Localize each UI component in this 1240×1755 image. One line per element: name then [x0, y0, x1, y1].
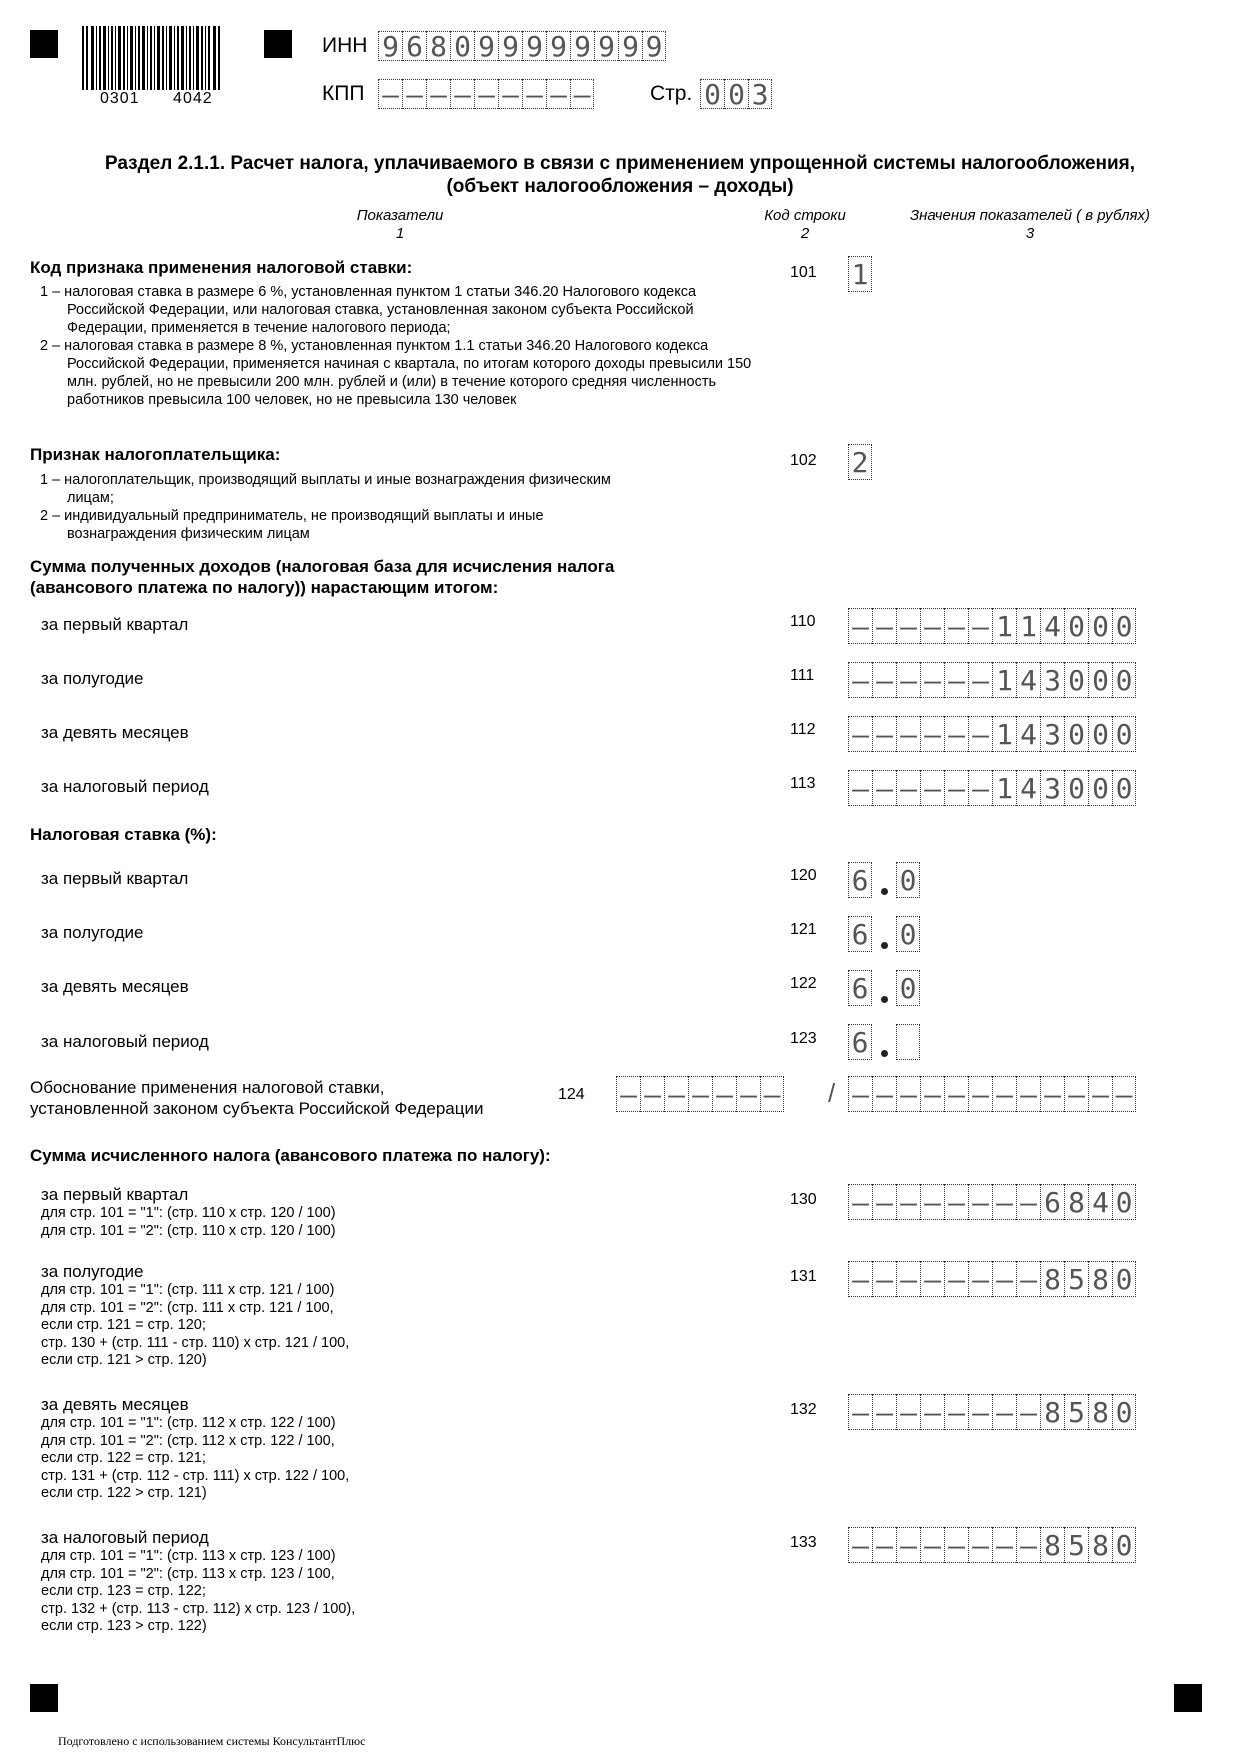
- char-cell: –: [944, 608, 968, 644]
- char-cell: 0: [1064, 716, 1088, 752]
- char-cell: –: [872, 1261, 896, 1297]
- barcode-image: [82, 26, 222, 90]
- char-cell: –: [872, 662, 896, 698]
- char-cell: –: [992, 1261, 1016, 1297]
- char-cell: 8: [1040, 1261, 1064, 1297]
- char-cell: 4: [1016, 662, 1040, 698]
- char-cell: –: [1016, 1261, 1040, 1297]
- tax-nine-months-field[interactable]: [848, 1394, 1136, 1430]
- formula-line: если стр. 121 = стр. 120;: [41, 1317, 206, 1333]
- formula-line: если стр. 122 = стр. 121;: [41, 1450, 206, 1466]
- char-cell: –: [896, 1261, 920, 1297]
- char-cell: 0: [700, 79, 724, 109]
- char-cell: –: [896, 1076, 920, 1112]
- formula-line: для стр. 101 = "2": (стр. 111 х стр. 121 / 100,: [41, 1299, 334, 1316]
- char-cell: 0: [1112, 770, 1136, 806]
- char-cell: –: [474, 79, 498, 109]
- taxpayer-sign-notes: 1 – налогоплательщик, производящий выплаты и иные вознаграждения физическим лицам; 2 – индивидуальный предприниматель, не производящий выплаты и иные вознаграждения физическим лицам: [40, 472, 611, 542]
- char-cell: –: [968, 1184, 992, 1220]
- char-cell: –: [760, 1076, 784, 1112]
- char-cell: 1: [992, 716, 1016, 752]
- char-cell: –: [1040, 1076, 1064, 1112]
- char-cell: –: [896, 770, 920, 806]
- char-cell: 1: [1016, 608, 1040, 644]
- char-cell: 6: [1040, 1184, 1064, 1220]
- char-cell: –: [872, 1076, 896, 1112]
- line-code-131: 131: [790, 1268, 817, 1285]
- char-cell: 5: [1064, 1527, 1088, 1563]
- char-cell: –: [968, 716, 992, 752]
- corner-marker-top-left: [30, 30, 58, 58]
- rate-half-year-field[interactable]: [848, 916, 920, 952]
- formula-line: если стр. 123 = стр. 122;: [41, 1583, 206, 1599]
- char-cell: –: [1016, 1184, 1040, 1220]
- char-cell: –: [498, 79, 522, 109]
- tax-q1-description: [41, 1185, 336, 1240]
- char-cell: –: [1088, 1076, 1112, 1112]
- char-cell: –: [896, 662, 920, 698]
- char-cell: 9: [546, 31, 570, 61]
- formula-line: стр. 130 + (стр. 111 - стр. 110) х стр. 121 / 100,: [41, 1334, 350, 1351]
- line-code-124: 124: [558, 1086, 585, 1103]
- char-cell: –: [920, 716, 944, 752]
- char-cell: –: [944, 662, 968, 698]
- char-cell: –: [944, 1527, 968, 1563]
- corner-marker-bottom-right: [1174, 1684, 1202, 1712]
- line-code-130: 130: [790, 1191, 817, 1208]
- char-cell: 2: [848, 444, 872, 480]
- rate-tax-period-field[interactable]: [848, 1024, 920, 1060]
- rate-justification-label: Обоснование применения налоговой ставки, установленной законом субъекта Российской Федерации: [30, 1078, 484, 1118]
- char-cell: 5: [1064, 1394, 1088, 1430]
- char-cell: –: [944, 716, 968, 752]
- income-title: Сумма полученных доходов (налоговая база для исчисления налога (авансового платежа по налогу)) нарастающим итогом:: [30, 557, 615, 597]
- income-nine-months-label: за девять месяцев: [41, 723, 189, 742]
- rate-justification-left-field[interactable]: [616, 1076, 784, 1112]
- tax-rate-title: Налоговая ставка (%):: [30, 825, 217, 844]
- rate-fraction-cell: 0: [896, 862, 920, 898]
- income-tax-period-field[interactable]: [848, 770, 1136, 806]
- barcode-number: 0301 4042: [100, 90, 213, 107]
- rate-q1-field[interactable]: [848, 862, 920, 898]
- char-cell: –: [992, 1527, 1016, 1563]
- formula-line: для стр. 101 = "1": (стр. 113 х стр. 123 / 100): [41, 1548, 336, 1564]
- line-code-102: 102: [790, 452, 817, 469]
- rate-fraction-cell: 0: [896, 970, 920, 1006]
- char-cell: –: [896, 608, 920, 644]
- line-code-132: 132: [790, 1401, 817, 1418]
- char-cell: 1: [992, 608, 1016, 644]
- char-cell: 9: [474, 31, 498, 61]
- char-cell: 0: [1112, 1394, 1136, 1430]
- decimal-point: [872, 973, 896, 1003]
- char-cell: –: [872, 716, 896, 752]
- char-cell: –: [968, 608, 992, 644]
- rate-integer-cell: 6: [848, 916, 872, 952]
- char-cell: 0: [1064, 770, 1088, 806]
- calculated-tax-title: Сумма исчисленного налога (авансового платежа по налогу):: [30, 1146, 551, 1165]
- rate-integer-cell: 6: [848, 1024, 872, 1060]
- char-cell: 0: [1112, 1261, 1136, 1297]
- formula-line: для стр. 101 = "1": (стр. 110 х стр. 120 / 100): [41, 1205, 336, 1221]
- decimal-point: [872, 1027, 896, 1057]
- line-code-121: 121: [790, 921, 817, 938]
- char-cell: 0: [450, 31, 474, 61]
- rate-integer-cell: 6: [848, 970, 872, 1006]
- char-cell: –: [968, 1076, 992, 1112]
- char-cell: –: [920, 1184, 944, 1220]
- char-cell: 0: [724, 79, 748, 109]
- char-cell: –: [736, 1076, 760, 1112]
- rate-half-year-label: за полугодие: [41, 923, 144, 942]
- char-cell: –: [872, 1394, 896, 1430]
- rate-justification-slash: /: [828, 1078, 836, 1108]
- income-half-year-field[interactable]: [848, 662, 1136, 698]
- char-cell: –: [920, 1527, 944, 1563]
- char-cell: –: [896, 1394, 920, 1430]
- rate-code-field[interactable]: [848, 256, 872, 292]
- char-cell: 3: [1040, 716, 1064, 752]
- char-cell: 9: [618, 31, 642, 61]
- tax-half-year-description: [41, 1262, 349, 1370]
- char-cell: –: [872, 770, 896, 806]
- char-cell: –: [968, 1527, 992, 1563]
- char-cell: –: [968, 662, 992, 698]
- taxpayer-sign-title: Признак налогоплательщика:: [30, 445, 281, 464]
- char-cell: –: [896, 1184, 920, 1220]
- income-q1-field[interactable]: [848, 608, 1136, 644]
- footer-note: Подготовлено с использованием системы КонсультантПлюс: [58, 1734, 366, 1748]
- char-cell: 1: [992, 662, 1016, 698]
- char-cell: –: [968, 1394, 992, 1430]
- char-cell: –: [1016, 1527, 1040, 1563]
- char-cell: –: [664, 1076, 688, 1112]
- char-cell: –: [872, 608, 896, 644]
- tax-tax-period-description: [41, 1528, 355, 1636]
- line-code-120: 120: [790, 867, 817, 884]
- income-tax-period-label: за налоговый период: [41, 777, 209, 796]
- char-cell: –: [546, 79, 570, 109]
- kpp-field[interactable]: [378, 79, 594, 109]
- char-cell: –: [1112, 1076, 1136, 1112]
- taxpayer-sign-field[interactable]: [848, 444, 872, 480]
- char-cell: –: [848, 1394, 872, 1430]
- formula-title: за первый квартал: [41, 1185, 189, 1204]
- char-cell: 0: [1064, 608, 1088, 644]
- char-cell: –: [848, 1527, 872, 1563]
- rate-fraction-cell: [896, 1024, 920, 1060]
- char-cell: –: [640, 1076, 664, 1112]
- col-header-line-code: Код строки 2: [764, 207, 846, 242]
- char-cell: –: [992, 1184, 1016, 1220]
- line-code-112: 112: [790, 721, 816, 738]
- char-cell: 4: [1040, 608, 1064, 644]
- char-cell: 0: [1112, 608, 1136, 644]
- char-cell: 9: [594, 31, 618, 61]
- char-cell: –: [920, 1261, 944, 1297]
- char-cell: –: [1016, 1394, 1040, 1430]
- char-cell: 8: [1040, 1527, 1064, 1563]
- decimal-point: [872, 919, 896, 949]
- char-cell: –: [944, 1076, 968, 1112]
- char-cell: 3: [748, 79, 772, 109]
- char-cell: 8: [1088, 1394, 1112, 1430]
- char-cell: 1: [992, 770, 1016, 806]
- char-cell: –: [944, 1184, 968, 1220]
- char-cell: –: [1064, 1076, 1088, 1112]
- char-cell: 0: [1088, 608, 1112, 644]
- formula-line: если стр. 121 > стр. 120): [41, 1352, 207, 1368]
- line-code-122: 122: [790, 975, 817, 992]
- char-cell: 1: [848, 256, 872, 292]
- rate-code-title: Код признака применения налоговой ставки:: [30, 258, 413, 277]
- char-cell: –: [944, 770, 968, 806]
- char-cell: –: [992, 1076, 1016, 1112]
- page-number-field[interactable]: [700, 79, 772, 109]
- char-cell: 9: [498, 31, 522, 61]
- char-cell: –: [968, 1261, 992, 1297]
- formula-line: для стр. 101 = "2": (стр. 113 х стр. 123 / 100,: [41, 1565, 335, 1582]
- char-cell: –: [688, 1076, 712, 1112]
- formula-line: для стр. 101 = "1": (стр. 111 х стр. 121 / 100): [41, 1282, 335, 1298]
- char-cell: –: [570, 79, 594, 109]
- char-cell: –: [848, 1261, 872, 1297]
- tax-half-year-field[interactable]: [848, 1261, 1136, 1297]
- income-half-year-label: за полугодие: [41, 669, 144, 688]
- char-cell: –: [848, 716, 872, 752]
- char-cell: –: [848, 608, 872, 644]
- char-cell: –: [848, 1184, 872, 1220]
- rate-q1-label: за первый квартал: [41, 869, 189, 888]
- char-cell: –: [968, 770, 992, 806]
- char-cell: 0: [1064, 662, 1088, 698]
- char-cell: –: [920, 770, 944, 806]
- char-cell: 8: [426, 31, 450, 61]
- char-cell: –: [402, 79, 426, 109]
- formula-line: стр. 131 + (стр. 112 - стр. 111) х стр. 122 / 100,: [41, 1467, 350, 1484]
- formula-line: для стр. 101 = "2": (стр. 112 х стр. 122 / 100,: [41, 1432, 335, 1449]
- col-header-values: Значения показателей ( в рублях) 3: [909, 207, 1151, 242]
- char-cell: 0: [1112, 1527, 1136, 1563]
- char-cell: –: [944, 1261, 968, 1297]
- formula-title: за полугодие: [41, 1262, 144, 1281]
- char-cell: 4: [1016, 770, 1040, 806]
- income-nine-months-field[interactable]: [848, 716, 1136, 752]
- rate-integer-cell: 6: [848, 862, 872, 898]
- rate-code-notes: 1 – налоговая ставка в размере 6 %, установленная пунктом 1 статьи 346.20 Налогового кодекса Российской Федерации, или налоговая ставка, установленная законом субъекта Российской Федерации, применяется в течение налогового периода; 2 – налоговая ставка в размере 8 %, установленная пунктом 1.1 статьи 346.20 Налогового кодекса Российской Федерации, применяется начиная с квартала, по итогам которого доходы превысили 150 млн. рублей, но не превысили 200 млн. рублей и (или) в течение которого средняя численность работников превысила 100 человек, но не превысила 130 человек: [40, 284, 752, 408]
- decimal-point: [872, 865, 896, 895]
- char-cell: –: [920, 608, 944, 644]
- char-cell: 3: [1040, 770, 1064, 806]
- line-code-111: 111: [790, 667, 815, 684]
- formula-line: если стр. 122 > стр. 121): [41, 1485, 207, 1501]
- char-cell: 3: [1040, 662, 1064, 698]
- char-cell: –: [1016, 1076, 1040, 1112]
- char-cell: 0: [1112, 662, 1136, 698]
- formula-title: за налоговый период: [41, 1528, 209, 1547]
- char-cell: 9: [522, 31, 546, 61]
- char-cell: 0: [1088, 716, 1112, 752]
- char-cell: 8: [1064, 1184, 1088, 1220]
- inn-field[interactable]: [378, 31, 666, 61]
- rate-nine-months-field[interactable]: [848, 970, 920, 1006]
- char-cell: –: [920, 1394, 944, 1430]
- line-code-133: 133: [790, 1534, 817, 1551]
- line-code-110: 110: [790, 613, 816, 630]
- char-cell: –: [872, 1184, 896, 1220]
- char-cell: 0: [1112, 716, 1136, 752]
- section-title: Раздел 2.1.1. Расчет налога, уплачиваемого в связи с применением упрощенной системы налогообложения, (объект налогообложения – доходы): [104, 153, 1136, 197]
- char-cell: –: [896, 1527, 920, 1563]
- char-cell: –: [872, 1527, 896, 1563]
- char-cell: 9: [570, 31, 594, 61]
- formula-line: стр. 132 + (стр. 113 - стр. 112) х стр. 123 / 100),: [41, 1600, 356, 1617]
- char-cell: 6: [402, 31, 426, 61]
- char-cell: –: [848, 662, 872, 698]
- char-cell: –: [378, 79, 402, 109]
- inn-label: ИНН: [322, 34, 368, 57]
- char-cell: –: [920, 1076, 944, 1112]
- char-cell: –: [848, 1076, 872, 1112]
- char-cell: 4: [1088, 1184, 1112, 1220]
- tax-tax-period-field[interactable]: [848, 1527, 1136, 1563]
- char-cell: –: [616, 1076, 640, 1112]
- char-cell: –: [920, 662, 944, 698]
- char-cell: 5: [1064, 1261, 1088, 1297]
- char-cell: –: [944, 1394, 968, 1430]
- col-header-indicators: Показатели 1: [356, 207, 444, 242]
- char-cell: 0: [1088, 770, 1112, 806]
- income-q1-label: за первый квартал: [41, 615, 189, 634]
- char-cell: 0: [1112, 1184, 1136, 1220]
- tax-q1-field[interactable]: [848, 1184, 1136, 1220]
- char-cell: 9: [378, 31, 402, 61]
- char-cell: 8: [1040, 1394, 1064, 1430]
- rate-tax-period-label: за налоговый период: [41, 1032, 209, 1051]
- line-code-113: 113: [790, 775, 816, 792]
- page-label: Стр.: [650, 82, 693, 105]
- rate-justification-right-field[interactable]: [848, 1076, 1136, 1112]
- char-cell: 9: [642, 31, 666, 61]
- tax-nine-months-description: [41, 1395, 349, 1503]
- corner-marker-bottom-left: [30, 1684, 58, 1712]
- kpp-label: КПП: [322, 82, 365, 105]
- rate-fraction-cell: 0: [896, 916, 920, 952]
- formula-title: за девять месяцев: [41, 1395, 189, 1414]
- char-cell: 8: [1088, 1527, 1112, 1563]
- corner-marker-top-right: [264, 30, 292, 58]
- char-cell: 8: [1088, 1261, 1112, 1297]
- formula-line: для стр. 101 = "2": (стр. 110 х стр. 120 / 100): [41, 1222, 336, 1239]
- char-cell: –: [450, 79, 474, 109]
- char-cell: –: [522, 79, 546, 109]
- char-cell: 0: [1088, 662, 1112, 698]
- line-code-101: 101: [790, 264, 817, 281]
- char-cell: 4: [1016, 716, 1040, 752]
- char-cell: –: [426, 79, 450, 109]
- formula-line: для стр. 101 = "1": (стр. 112 х стр. 122 / 100): [41, 1415, 336, 1431]
- char-cell: –: [992, 1394, 1016, 1430]
- char-cell: –: [896, 716, 920, 752]
- formula-line: если стр. 123 > стр. 122): [41, 1618, 207, 1634]
- char-cell: –: [712, 1076, 736, 1112]
- rate-nine-months-label: за девять месяцев: [41, 977, 189, 996]
- char-cell: –: [848, 770, 872, 806]
- line-code-123: 123: [790, 1030, 817, 1047]
